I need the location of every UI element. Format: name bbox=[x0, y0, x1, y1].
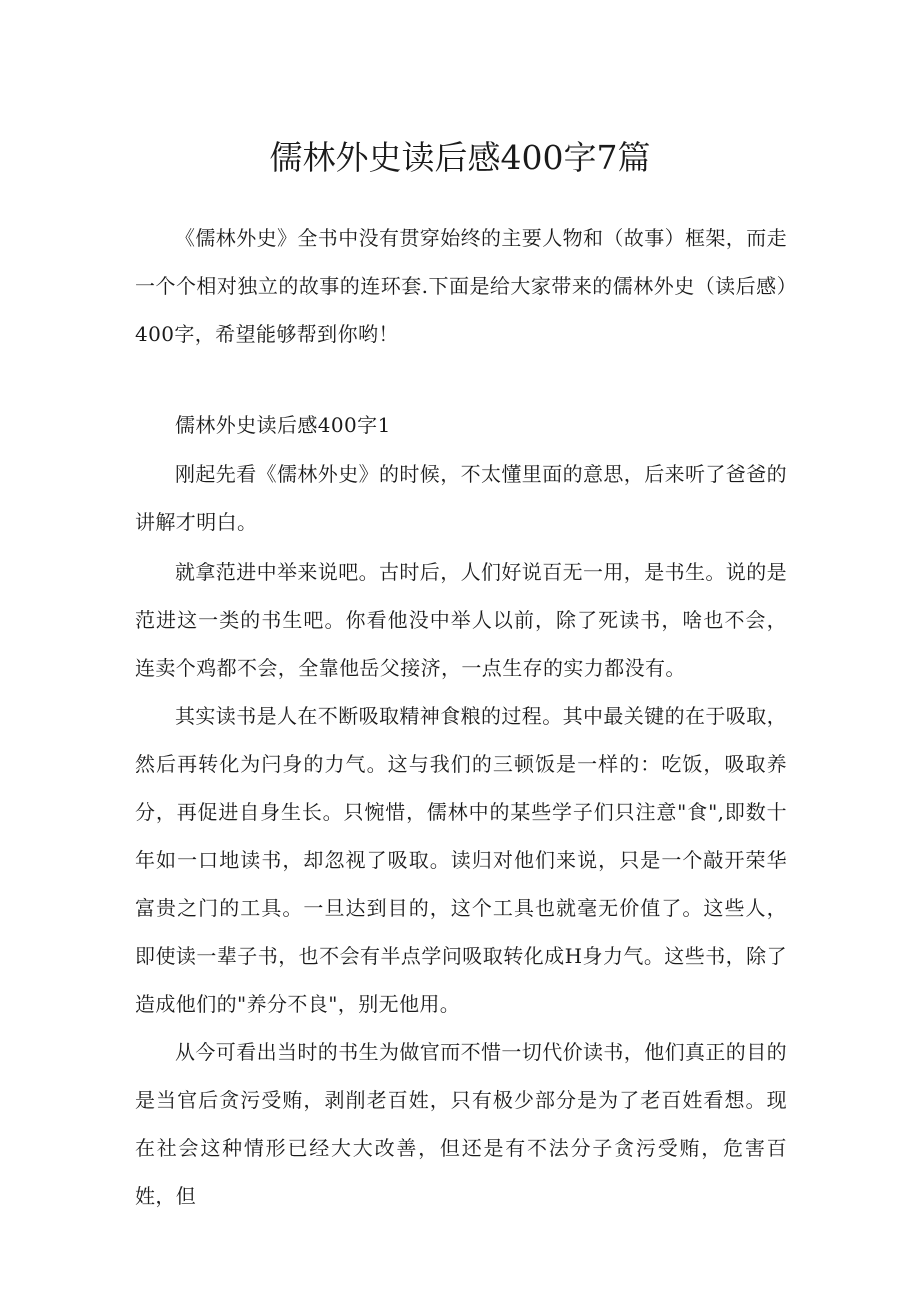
intro-paragraph: 《儒林外史》全书中没有贯穿始终的主要人物和（故事）框架，而走一个个相对独立的故事的连环套.下面是给大家带来的儒林外史（读后感）400字，希望能够帮到你哟！ bbox=[135, 226, 787, 346]
body-paragraph-1: 刚起先看《儒林外史》的时候，不太懂里面的意思，后来听了爸爸的讲解才明白。 bbox=[135, 462, 787, 534]
body-paragraph-2: 就拿范进中举来说吧。古时后，人们好说百无一用，是书生。说的是范进这一类的书生吧。你看他没中举人以前，除了死读书，啥也不会，连卖个鸡都不会，全靠他岳父接济，一点生存的实力都没有。 bbox=[135, 560, 787, 680]
section-heading: 儒林外史读后感400字1 bbox=[175, 413, 391, 437]
body-paragraph-4: 从今可看出当时的书生为做官而不惜一切代价读书，他们真正的目的是当官后贪污受贿，剥削老百姓，只有极少部分是为了老百姓看想。现在社会这种情形已经大大改善，但还是有不法分子贪污受贿，危害百姓，但 bbox=[135, 1040, 787, 1208]
body-paragraph-3: 其实读书是人在不断吸取精神食粮的过程。其中最关键的在于吸取，然后再转化为闩身的力气。这与我们的三顿饭是一样的：吃饭，吸取养分，再促进自身生长。只惋惜，儒林中的某些学子们只注意"食",即数十年如一口地读书，却忽视了吸取。读归对他们来说，只是一个敲开荣华富贵之门的工具。一旦达到目的，这个工具也就毫无价值了。这些人，即使读一辈子书，也不会有半点学问吸取转化成H身力气。这些书，除了造成他们的"养分不良"，别无他用。 bbox=[135, 704, 787, 1016]
document-title: 儒林外史读后感400字7篇 bbox=[269, 138, 651, 177]
